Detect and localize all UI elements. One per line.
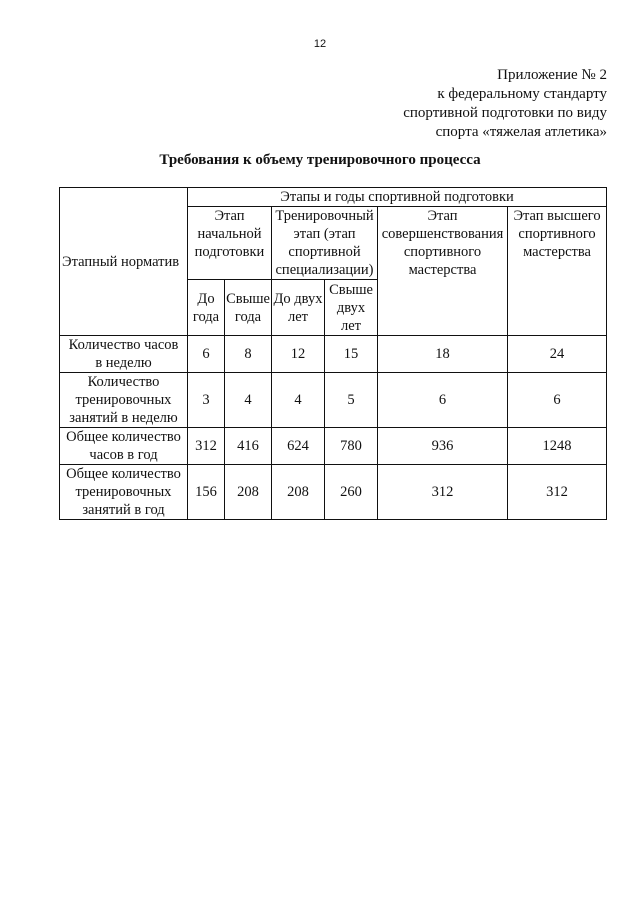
stage-line: начальной (197, 226, 262, 242)
appendix-line-1: Приложение № 2 (497, 67, 607, 83)
table-cell: 6 (188, 336, 225, 373)
appendix-line-3: спортивной подготовки по виду (403, 105, 607, 121)
stage-line: спортивного (518, 226, 596, 242)
stage-line: мастерства (408, 262, 477, 278)
year-initial-upto (188, 280, 225, 336)
table-cell: 780 (325, 428, 378, 465)
table-cell: 624 (272, 428, 325, 465)
table-cell: 208 (272, 465, 325, 520)
year-line: лет (340, 317, 361, 334)
year-line: До двух (273, 290, 323, 307)
table-cell: 260 (325, 465, 378, 520)
table-cell: 8 (225, 336, 272, 373)
table-cell: 12 (272, 336, 325, 373)
table-cell: 312 (188, 428, 225, 465)
stage-line: совершенствования (381, 226, 504, 242)
stage-improvement-header (378, 207, 508, 336)
stage-line: мастерства (523, 244, 591, 260)
stage-line: спортивной (288, 244, 361, 260)
stage-line: Этап (214, 208, 245, 224)
row-label (60, 428, 188, 465)
table-row (60, 336, 607, 373)
document-title: Требования к объему тренировочного процесса (159, 152, 481, 168)
appendix-line-2: к федеральному стандарту (437, 86, 607, 102)
table-row (60, 373, 607, 428)
appendix-heading (403, 66, 607, 142)
page-number: 12 (313, 38, 327, 50)
stage-line: Этап высшего (513, 208, 601, 224)
row-label-line: тренировочных (75, 484, 172, 500)
row-label (60, 373, 188, 428)
row-label-line: занятий в год (82, 502, 165, 518)
table-cell: 208 (225, 465, 272, 520)
year-line: лет (287, 308, 308, 325)
stage-line: этап (этап (293, 226, 356, 242)
year-line: года (234, 308, 262, 325)
stage-initial-header (188, 207, 272, 280)
stage-line: Этап (427, 208, 458, 224)
table-cell: 4 (272, 373, 325, 428)
year-line: До (197, 290, 215, 307)
table-cell: 6 (508, 373, 607, 428)
table-cell: 936 (378, 428, 508, 465)
row-label-line: в неделю (95, 355, 152, 371)
row-label-line: тренировочных (75, 392, 172, 408)
year-line: двух (336, 299, 366, 316)
table-cell: 4 (225, 373, 272, 428)
appendix-line-4: спорта «тяжелая атлетика» (435, 124, 607, 140)
year-line: года (192, 308, 220, 325)
stages-group-header: Этапы и годы спортивной подготовки (188, 188, 607, 207)
year-line: Свыше (226, 290, 270, 307)
stage-higher-header (508, 207, 607, 336)
table-cell: 416 (225, 428, 272, 465)
table-row (60, 428, 607, 465)
year-training-over (325, 280, 378, 336)
stage-line: подготовки (194, 244, 265, 260)
table-cell: 24 (508, 336, 607, 373)
table-cell: 6 (378, 373, 508, 428)
year-training-upto (272, 280, 325, 336)
row-label (60, 465, 188, 520)
table-cell: 312 (378, 465, 508, 520)
row-label-line: часов в год (89, 447, 158, 463)
row-label-line: Общее количество (66, 429, 181, 445)
row-label (60, 336, 188, 373)
row-label-line: Общее количество (66, 466, 181, 482)
table-cell: 312 (508, 465, 607, 520)
requirements-table (59, 187, 607, 520)
stage-training-header (272, 207, 378, 280)
stage-line: специализации) (275, 262, 374, 278)
table-cell: 18 (378, 336, 508, 373)
table-cell: 3 (188, 373, 225, 428)
row-label-line: Количество часов (68, 337, 179, 353)
table-cell: 156 (188, 465, 225, 520)
corner-header: Этапный норматив (60, 188, 188, 336)
stage-line: Тренировочный (275, 208, 374, 224)
year-initial-over (225, 280, 272, 336)
stage-line: спортивного (403, 244, 482, 260)
table-cell: 15 (325, 336, 378, 373)
table-row (60, 465, 607, 520)
row-label-line: занятий в неделю (69, 410, 178, 426)
table-cell: 5 (325, 373, 378, 428)
year-line: Свыше (329, 281, 373, 298)
table-cell: 1248 (508, 428, 607, 465)
row-label-line: Количество (87, 374, 160, 390)
